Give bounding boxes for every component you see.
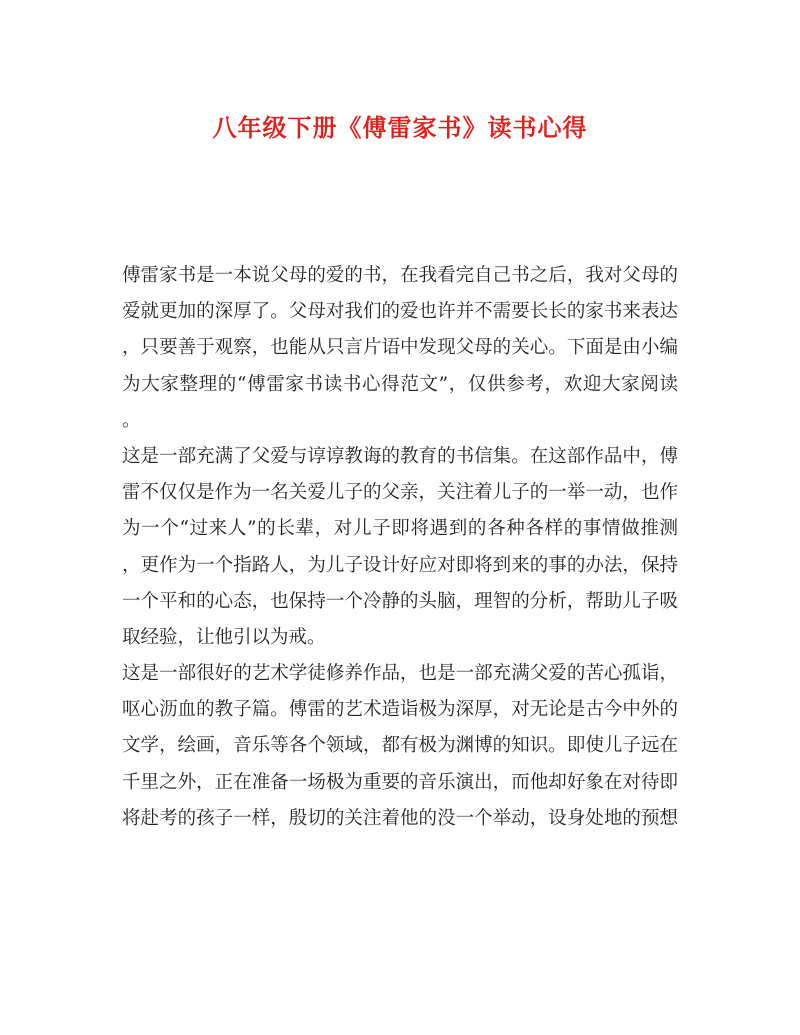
text-line: 这是一部充满了父爱与谆谆教诲的教育的书信集。在这部作品中，傅	[122, 445, 678, 467]
text-line: 。	[122, 409, 141, 431]
document-title: 八年级下册《傅雷家书》读书心得	[212, 113, 588, 142]
paragraph	[122, 656, 678, 837]
text-line: 爱就更加的深厚了。父母对我们的爱也许并不需要长长的家书来表达	[122, 301, 678, 323]
text-line: 傅雷家书是一本说父母的爱的书，在我看完自己书之后，我对父母的	[122, 265, 678, 286]
text-line: 文学，绘画，音乐等各个领域，都有极为渊博的知识。即使儿子远在	[122, 735, 678, 757]
text-line: 将赴考的孩子一样，殷切的关注着他的没一个举动，设身处地的预想	[122, 807, 678, 829]
text-line: ，只要善于观察，也能从只言片语中发现父母的关心。下面是由小编	[122, 337, 678, 359]
text-line: ，更作为一个指路人，为儿子设计好应对即将到来的事的办法，保持	[122, 554, 678, 576]
text-line: 千里之外，正在准备一场极为重要的音乐演出，而他却好象在对待即	[122, 771, 678, 793]
text-line: 为大家整理的“傅雷家书读书心得范文”，仅供参考，欢迎大家阅读	[122, 373, 678, 395]
paragraph	[122, 439, 678, 656]
document-body	[122, 258, 678, 837]
text-line: 为一个“过来人”的长辈，对儿子即将遇到的各种各样的事情做推测	[122, 518, 678, 540]
text-line: 雷不仅仅是作为一名关爱儿子的父亲，关注着儿子的一举一动，也作	[122, 482, 678, 504]
text-line: 取经验，让他引以为戒。	[122, 626, 326, 648]
text-line: 一个平和的心态，也保持一个冷静的头脑，理智的分析，帮助儿子吸	[122, 590, 678, 612]
paragraph	[122, 258, 678, 439]
text-line: 呕心沥血的教子篇。傅雷的艺术造诣极为深厚，对无论是古今中外的	[122, 699, 678, 721]
text-line: 这是一部很好的艺术学徒修养作品，也是一部充满父爱的苦心孤诣，	[122, 663, 678, 685]
